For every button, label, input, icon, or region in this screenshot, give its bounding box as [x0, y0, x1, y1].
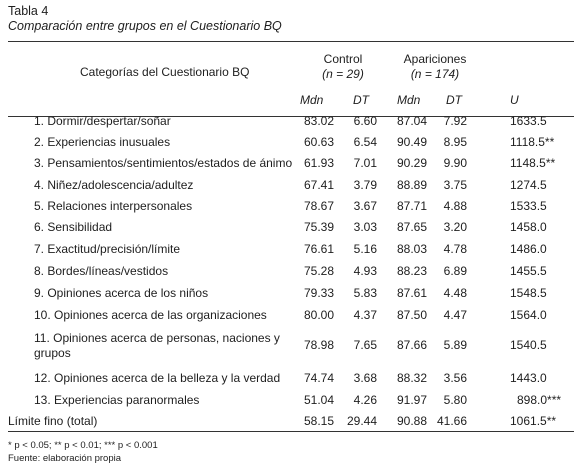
- row-apariciones-mdn: 87.65: [396, 220, 427, 234]
- row-apariciones-dt: 41.66: [436, 414, 467, 428]
- row-control-dt: 3.67: [353, 199, 377, 213]
- row-u: 1274.5: [510, 178, 547, 192]
- row-category: 8. Bordes/líneas/vestidos: [34, 264, 169, 278]
- row-control-dt: 6.54: [353, 135, 377, 149]
- row-control-mdn: 51.04: [303, 393, 334, 407]
- row-control-dt: 7.65: [353, 338, 377, 352]
- row-apariciones-dt: 4.78: [443, 242, 467, 256]
- source-note: Fuente: elaboración propia: [8, 453, 122, 464]
- row-apariciones-mdn: 87.71: [396, 199, 427, 213]
- row-u: 1148.5**: [510, 156, 556, 170]
- top-rule: [8, 41, 574, 42]
- col-u: U: [510, 93, 519, 107]
- row-control-mdn: 61.93: [303, 156, 334, 170]
- row-category: 12. Opiniones acerca de la belleza y la verdad: [34, 371, 281, 385]
- apariciones-group-header: Apariciones: [403, 52, 467, 66]
- row-control-mdn: 74.74: [303, 371, 334, 385]
- row-apariciones-dt: 6.89: [443, 264, 467, 278]
- row-apariciones-mdn: 87.04: [396, 114, 427, 128]
- row-control-dt: 29.44: [346, 414, 377, 428]
- row-category: 7. Exactitud/precisión/límite: [34, 242, 181, 256]
- row-u: 1533.5: [510, 199, 547, 213]
- row-apariciones-dt: 8.95: [443, 135, 467, 149]
- row-apariciones-dt: 7.92: [443, 114, 467, 128]
- row-control-dt: 3.79: [353, 178, 377, 192]
- apariciones-group-n: (n = 174): [410, 67, 460, 81]
- row-apariciones-dt: 3.75: [443, 178, 467, 192]
- col-apariciones-mdn: Mdn: [397, 93, 421, 107]
- row-control-dt: 3.68: [353, 371, 377, 385]
- row-category: 3. Pensamientos/sentimientos/estados de ánimo: [34, 156, 293, 170]
- row-control-mdn: 67.41: [303, 178, 334, 192]
- row-category: 10. Opiniones acerca de las organizaciones: [34, 308, 267, 322]
- row-apariciones-mdn: 88.03: [396, 242, 427, 256]
- row-control-mdn: 83.02: [303, 114, 334, 128]
- row-apariciones-dt: 9.90: [443, 156, 467, 170]
- row-apariciones-dt: 3.20: [443, 220, 467, 234]
- row-category: 1. Dormir/despertar/soñar: [34, 114, 171, 128]
- row-apariciones-dt: 5.89: [443, 338, 467, 352]
- row-u: 1564.0: [510, 308, 547, 322]
- table-label: Tabla 4: [8, 4, 49, 18]
- table-caption: [8, 4, 282, 34]
- row-control-dt: 4.93: [353, 264, 377, 278]
- row-control-mdn: 79.33: [303, 286, 334, 300]
- row-category: 4. Niñez/adolescencia/adultez: [34, 178, 194, 192]
- row-apariciones-mdn: 88.32: [396, 371, 427, 385]
- row-u: 1118.5**: [510, 135, 555, 149]
- row-control-dt: 5.83: [353, 286, 377, 300]
- row-control-dt: 4.26: [353, 393, 377, 407]
- row-apariciones-dt: 4.48: [443, 286, 467, 300]
- row-apariciones-mdn: 90.29: [396, 156, 427, 170]
- row-u: 1458.0: [510, 220, 547, 234]
- row-control-mdn: 80.00: [303, 308, 334, 322]
- row-control-mdn: 78.98: [303, 338, 334, 352]
- row-apariciones-mdn: 88.23: [396, 264, 427, 278]
- col-control-dt: DT: [353, 93, 369, 107]
- row-control-mdn: 58.15: [303, 414, 334, 428]
- row-u: 1061.5**: [510, 414, 557, 428]
- bottom-rule: [8, 431, 574, 432]
- row-apariciones-mdn: 90.88: [396, 414, 427, 428]
- row-u: 1540.5: [510, 338, 547, 352]
- row-u: 1455.5: [510, 264, 547, 278]
- control-group-header: Control: [323, 52, 363, 66]
- row-apariciones-mdn: 87.61: [396, 286, 427, 300]
- significance-note: * p < 0.05; ** p < 0.01; *** p < 0.001: [8, 440, 158, 451]
- row-category: 13. Experiencias paranormales: [34, 393, 200, 407]
- row-apariciones-mdn: 87.66: [396, 338, 427, 352]
- row-control-dt: 5.16: [353, 242, 377, 256]
- row-category: Límite fino (total): [8, 414, 98, 428]
- row-apariciones-mdn: 90.49: [396, 135, 427, 149]
- row-control-mdn: 60.63: [303, 135, 334, 149]
- row-u: 1443.0: [510, 371, 547, 385]
- row-category: 5. Relaciones interpersonales: [34, 199, 193, 213]
- row-apariciones-dt: 4.47: [443, 308, 467, 322]
- row-u: 1633.5: [510, 114, 547, 128]
- row-control-mdn: 76.61: [303, 242, 334, 256]
- row-apariciones-dt: 5.80: [443, 393, 467, 407]
- row-control-dt: 4.37: [353, 308, 377, 322]
- control-group-n: (n = 29): [322, 67, 364, 81]
- row-control-dt: 3.03: [353, 220, 377, 234]
- row-apariciones-mdn: 91.97: [396, 393, 427, 407]
- row-control-mdn: 78.67: [303, 199, 334, 213]
- row-apariciones-dt: 3.56: [443, 371, 467, 385]
- row-category: 2. Experiencias inusuales: [34, 135, 171, 149]
- row-control-mdn: 75.39: [303, 220, 334, 234]
- row-u: 1548.5: [510, 286, 547, 300]
- row-category: 9. Opiniones acerca de los niños: [34, 286, 209, 300]
- row-apariciones-mdn: 87.50: [396, 308, 427, 322]
- row-u: 898.0***: [517, 393, 562, 407]
- row-category: 6. Sensibilidad: [34, 220, 113, 234]
- col-apariciones-dt: DT: [446, 93, 462, 107]
- row-u: 1486.0: [510, 242, 547, 256]
- row-control-mdn: 75.28: [303, 264, 334, 278]
- row-apariciones-mdn: 88.89: [396, 178, 427, 192]
- category-column-header: Categorías del Cuestionario BQ: [80, 65, 250, 79]
- row-category: 11. Opiniones acerca de personas, naciones y grupos: [34, 331, 280, 360]
- row-control-dt: 6.60: [353, 114, 377, 128]
- row-apariciones-dt: 4.88: [443, 199, 467, 213]
- col-control-mdn: Mdn: [300, 93, 324, 107]
- table-title: Comparación entre grupos en el Cuestionario BQ: [8, 19, 282, 33]
- row-control-dt: 7.01: [353, 156, 377, 170]
